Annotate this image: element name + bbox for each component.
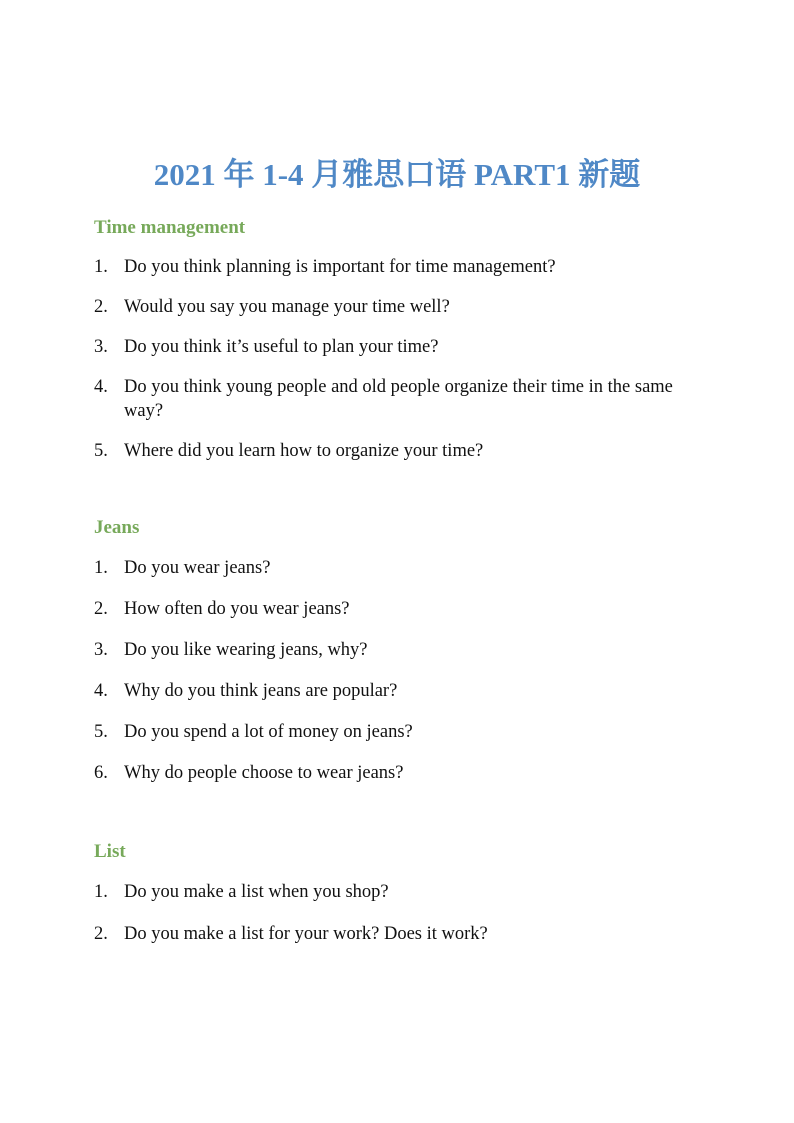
question-text: Do you spend a lot of money on jeans? — [124, 722, 413, 742]
list-item — [94, 679, 714, 703]
question-text: Do you make a list for your work? Does it work? — [124, 924, 488, 944]
question-text: Why do people choose to wear jeans? — [124, 763, 404, 783]
list-item — [94, 295, 714, 319]
section-heading: Jeans — [94, 517, 140, 538]
item-number: 1. — [94, 882, 108, 902]
list-item — [94, 335, 714, 359]
question-text: Do you think young people and old people organize their time in the same way? — [124, 377, 673, 421]
page-title: 2021 年 1-4 月雅思口语 PART1 新题 — [153, 157, 641, 192]
item-number: 4. — [94, 377, 108, 397]
item-number: 3. — [94, 640, 108, 660]
list-item — [94, 439, 714, 463]
item-number: 2. — [94, 599, 108, 619]
question-text: Do you think planning is important for time management? — [124, 257, 556, 277]
section-heading: Time management — [94, 217, 246, 238]
item-number: 2. — [94, 924, 108, 944]
list-item — [94, 255, 714, 279]
item-number: 4. — [94, 681, 108, 701]
item-number: 1. — [94, 558, 108, 578]
question-text: How often do you wear jeans? — [124, 599, 350, 619]
question-list — [94, 880, 714, 946]
item-number: 3. — [94, 337, 108, 357]
list-item — [94, 922, 714, 946]
list-item — [94, 597, 714, 621]
question-list — [94, 556, 714, 785]
list-item — [94, 375, 714, 423]
question-text: Where did you learn how to organize your time? — [124, 441, 484, 461]
list-item — [94, 880, 714, 904]
section-jeans — [94, 516, 714, 802]
list-item — [94, 720, 714, 744]
item-number: 2. — [94, 297, 108, 317]
section-time-management — [94, 216, 714, 479]
question-text: Why do you think jeans are popular? — [124, 681, 398, 701]
question-text: Do you make a list when you shop? — [124, 882, 389, 902]
question-text: Do you think it’s useful to plan your time? — [124, 337, 439, 357]
section-list — [94, 840, 714, 964]
list-item — [94, 761, 714, 785]
list-item — [94, 556, 714, 580]
list-item — [94, 638, 714, 662]
section-heading: List — [94, 841, 126, 862]
question-text: Do you wear jeans? — [124, 558, 271, 578]
question-text: Would you say you manage your time well? — [124, 297, 450, 317]
item-number: 1. — [94, 257, 108, 277]
question-text: Do you like wearing jeans, why? — [124, 640, 368, 660]
item-number: 6. — [94, 763, 108, 783]
item-number: 5. — [94, 722, 108, 742]
item-number: 5. — [94, 441, 108, 461]
question-list — [94, 255, 714, 463]
